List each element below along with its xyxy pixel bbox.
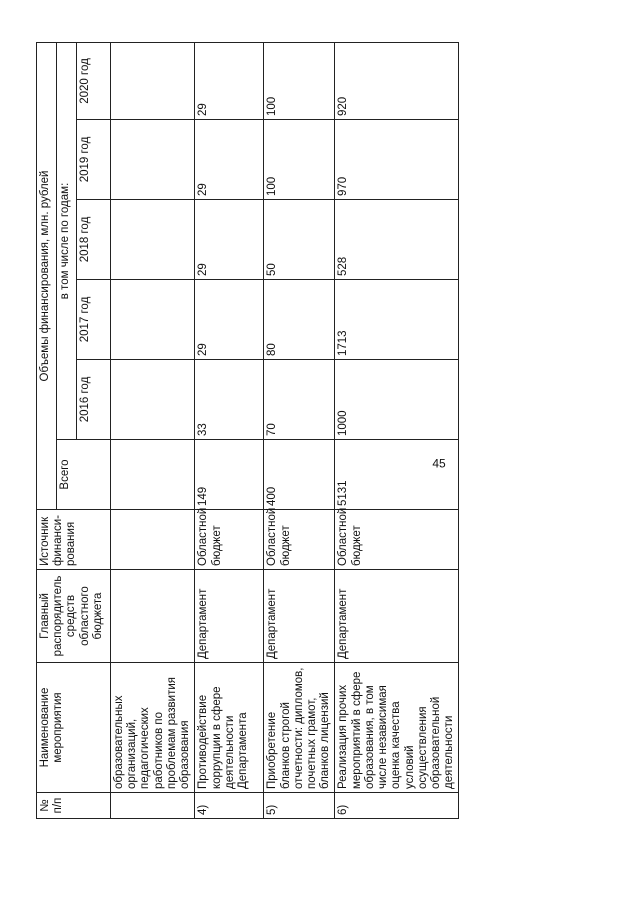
header-name: Наименование мероприятия (37, 663, 111, 793)
row-total: 149 (195, 440, 264, 510)
header-by-years: в том числе по годам: (57, 42, 77, 439)
row-value-2018: 29 (195, 200, 264, 280)
row-num: 5) (264, 793, 335, 819)
row-name: Противодействие коррупции в сфере деятельности Департамента (195, 663, 264, 793)
financing-table (36, 42, 459, 819)
header-year-2016: 2016 год (77, 360, 111, 440)
row-total: 400 (264, 440, 335, 510)
row-name: Реализация прочих мероприятий в сфере образования, в том числе независимая оценка качества условий осуществления образовательной деятельности (335, 663, 459, 793)
row-value-2018: 528 (335, 200, 459, 280)
row-value-2016: 1000 (335, 360, 459, 440)
row-name: Приобретение бланков строгой отчетности: дипломов, почетных грамот, бланков лицензий (264, 663, 335, 793)
table-row (335, 42, 459, 818)
header-num: № п/п (37, 793, 111, 819)
row-value-2020: 29 (195, 42, 264, 119)
row-value-2017 (111, 280, 195, 360)
table-row (264, 42, 335, 818)
row-source: Областной бюджет (335, 510, 459, 570)
row-value-2019: 100 (264, 120, 335, 200)
row-manager: Департамент (195, 570, 264, 663)
row-value-2017: 1713 (335, 280, 459, 360)
row-value-2016: 70 (264, 360, 335, 440)
row-num: 6) (335, 793, 459, 819)
row-value-2018: 50 (264, 200, 335, 280)
row-value-2018 (111, 200, 195, 280)
header-manager: Главный распорядитель средств областного бюджета (37, 570, 111, 663)
header-year-2020: 2020 год (77, 42, 111, 119)
header-year-2019: 2019 год (77, 120, 111, 200)
row-value-2020: 920 (335, 42, 459, 119)
row-manager: Департамент (335, 570, 459, 663)
row-source: Областной бюджет (195, 510, 264, 570)
table-row (195, 42, 264, 818)
table-row (111, 42, 195, 818)
header-total: Всего (57, 440, 111, 510)
header-source: Источник финанси-рования (37, 510, 111, 570)
row-value-2019 (111, 120, 195, 200)
row-num (111, 793, 195, 819)
page-number: 45 (432, 456, 446, 471)
row-value-2017: 29 (195, 280, 264, 360)
row-value-2019: 970 (335, 120, 459, 200)
row-source: Областной бюджет (264, 510, 335, 570)
row-value-2019: 29 (195, 120, 264, 200)
row-value-2016 (111, 360, 195, 440)
row-value-2020: 100 (264, 42, 335, 119)
row-source (111, 510, 195, 570)
row-total: 5131 (335, 440, 459, 510)
row-num: 4) (195, 793, 264, 819)
row-value-2020 (111, 42, 195, 119)
header-volumes: Объемы финансирования, млн. рублей (37, 42, 57, 509)
header-year-2018: 2018 год (77, 200, 111, 280)
row-manager: Департамент (264, 570, 335, 663)
row-value-2017: 80 (264, 280, 335, 360)
row-value-2016: 33 (195, 360, 264, 440)
row-manager (111, 570, 195, 663)
row-total (111, 440, 195, 510)
header-year-2017: 2017 год (77, 280, 111, 360)
row-name: образовательных организаций, педагогических работников по проблемам развития образования (111, 663, 195, 793)
